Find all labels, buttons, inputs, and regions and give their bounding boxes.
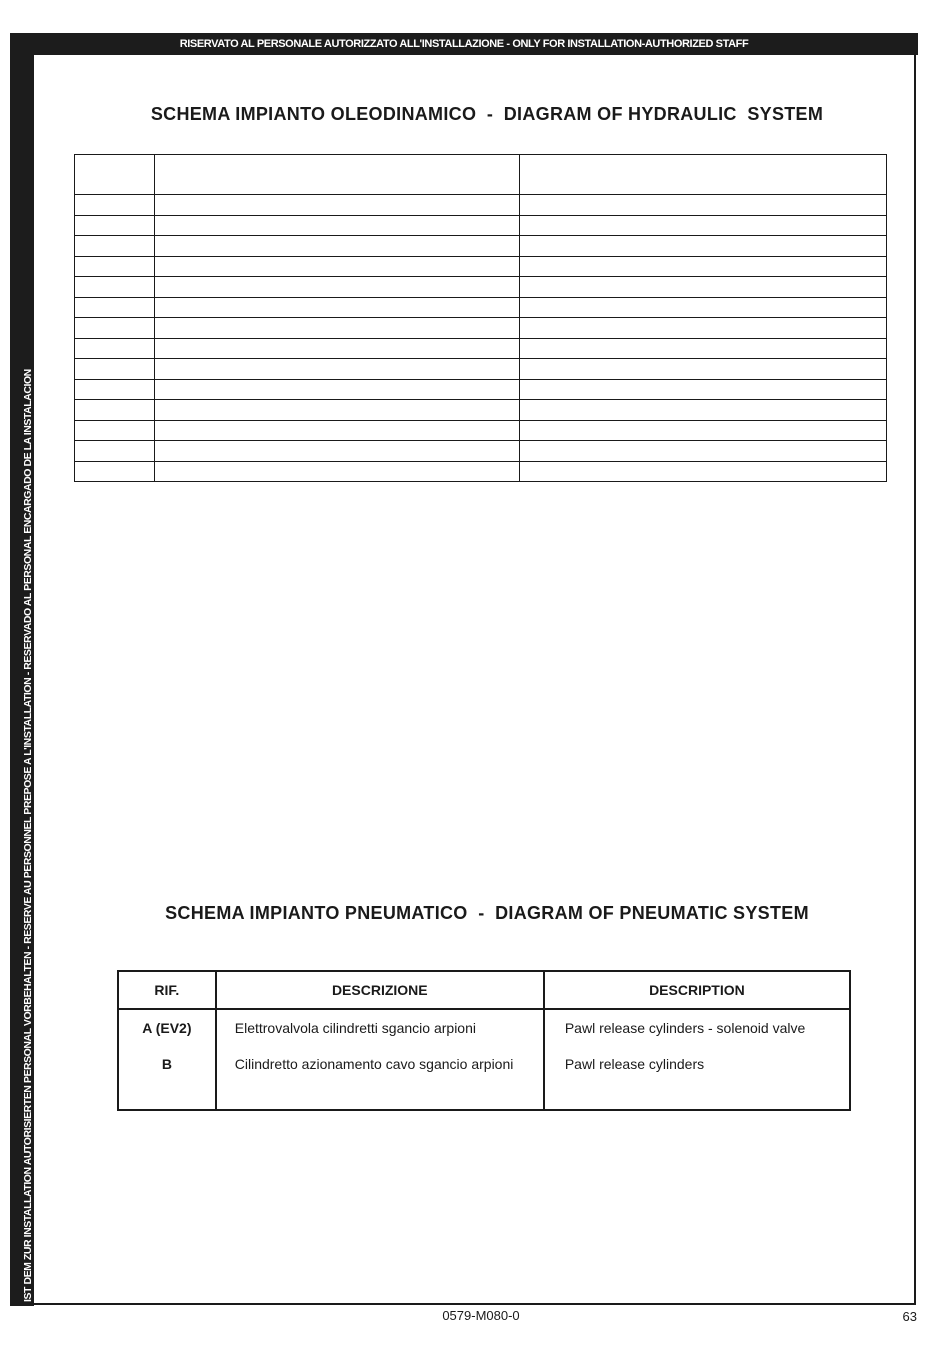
table-cell [154,195,520,216]
table-cell [75,155,155,195]
table-row [75,441,887,462]
table-cell [75,236,155,257]
table-cell [520,236,887,257]
table-cell [520,359,887,380]
table-header-row [118,971,850,1009]
header-description: DESCRIPTION [544,971,850,1009]
description-value: Pawl release cylinders - solenoid valve [564,1020,806,1036]
rif-value: A (EV2) [142,1020,192,1036]
table-row [75,318,887,339]
table-cell [520,441,887,462]
table-cell [75,400,155,421]
table-cell [154,359,520,380]
table-cell [154,277,520,298]
table-cell [154,215,520,236]
rif-value: B [161,1056,172,1072]
table-cell [520,400,887,421]
hydraulic-table [74,154,887,482]
table-cell [520,277,887,298]
table-cell [154,155,520,195]
top-banner-text: RISERVATO AL PERSONALE AUTORIZZATO ALL'INSTALLAZIONE - ONLY FOR INSTALLATION-AUTHORIZED STAFF [179,38,749,50]
descrizione-value: Elettrovalvola cilindretti sgancio arpioni [234,1020,476,1036]
table-cell [75,338,155,359]
table-row [118,1009,850,1110]
table-cell [154,379,520,400]
table-cell [75,256,155,277]
table-row [75,155,887,195]
hydraulic-title: SCHEMA IMPIANTO OLEODINAMICO - DIAGRAM OF HYDRAULIC SYSTEM [150,104,824,124]
table-row [75,379,887,400]
table-cell [75,441,155,462]
table-row [75,215,887,236]
table-cell [520,461,887,482]
descrizione-cell [216,1009,544,1110]
table-cell [75,215,155,236]
table-row [75,236,887,257]
table-cell [154,461,520,482]
pneumatic-title: SCHEMA IMPIANTO PNEUMATICO - DIAGRAM OF PNEUMATIC SYSTEM [165,903,809,923]
table-cell [520,256,887,277]
table-cell [75,318,155,339]
description-value: Pawl release cylinders [564,1056,705,1072]
table-cell [154,318,520,339]
descrizione-value: Cilindretto azionamento cavo sgancio arpioni [234,1056,514,1072]
table-row [75,359,887,380]
table-cell [75,195,155,216]
table-row [75,277,887,298]
table-row [75,420,887,441]
table-row [75,338,887,359]
table-cell [520,420,887,441]
table-cell [520,297,887,318]
table-cell [520,195,887,216]
page-number: 63 [902,1309,917,1324]
table-cell [520,215,887,236]
table-cell [154,256,520,277]
table-cell [154,441,520,462]
description-cell [544,1009,850,1110]
table-cell [154,420,520,441]
table-row [75,195,887,216]
table-cell [154,400,520,421]
table-cell [520,379,887,400]
table-row [75,461,887,482]
table-cell [154,297,520,318]
table-cell [75,359,155,380]
side-banner-text: IST DEM ZUR INSTALLATION AUTORISIERTEN PERSONAL VORBEHALTEN - RESERVE AU PERSONNEL PREPOSE A L'INSTALLATION - RESERVADO AL PERSONAL ENCARGADO DE LA INSTALACION [22,369,34,1302]
table-cell [520,155,887,195]
table-row [75,256,887,277]
table-cell [154,236,520,257]
rif-cell [118,1009,216,1110]
table-cell [520,338,887,359]
table-cell [154,338,520,359]
document-code: 0579-M080-0 [442,1308,520,1323]
pneumatic-table [117,970,851,1111]
header-descrizione: DESCRIZIONE [216,971,544,1009]
table-row [75,297,887,318]
table-cell [520,318,887,339]
table-cell [75,297,155,318]
top-banner [10,33,918,55]
table-row [75,400,887,421]
table-cell [75,420,155,441]
table-cell [75,277,155,298]
header-rif: RIF. [118,971,216,1009]
table-cell [75,461,155,482]
table-cell [75,379,155,400]
